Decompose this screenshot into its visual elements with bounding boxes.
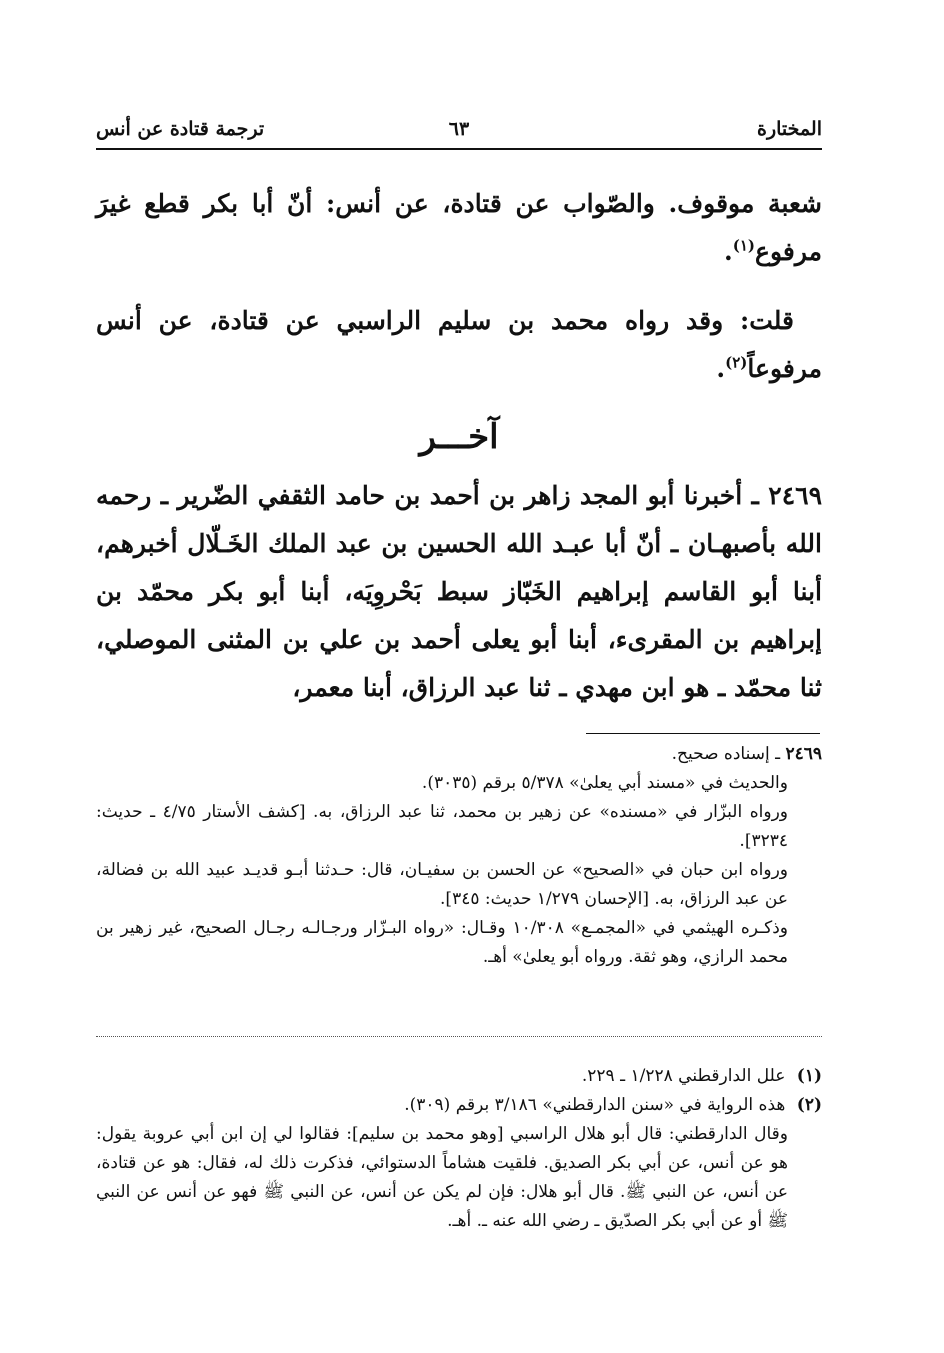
paragraph-2-text: قلت: وقد رواه محمد بن سليم الراسبي عن قتادة، عن أنس مرفوعاً: [96, 306, 822, 383]
footnote-ref-2[interactable]: (٢): [725, 353, 748, 372]
entry-note-line: ورواه البزّار في «مسنده» عن زهير بن محمد، ثنا عبد الرزاق، به. [كشف الأستار ٤/٧٥ ـ حديث: ٣٢٣٤].: [96, 802, 788, 851]
footnote-2-continued: وقال الدارقطني: قال أبو هلال الراسبي [وهو محمد بن سليم]: فقالوا لي إن ابن أبي عروبة يقول: هو عن أنس، عن أبي بكر الصديق. فلقيت هشاماً الدستوائي، فذكرت ذلك له، فقال: هو عن قتادة، عن أنس، عن النبي ﷺ. قال أبو هلال: فإن لم يكن عن أنس، عن النبي ﷺ فهو عن أنس عن النبي ﷺ أو عن أبي بكر الصدّيق ـ رضي الله عنه ـ. أهـ.: [96, 1124, 788, 1231]
footnote-1: [96, 1062, 822, 1091]
entry-note-line: وذكـره الهيثمي في «المجمـع» ١٠/٣٠٨ وقـال: «رواه البـزّار ورجـالـه رجـال الصحيح، غير زهير بن محمد الرازي، وهو ثقة. ورواه أبو يعلىٰ» أهـ.: [96, 918, 788, 967]
footnote-number: (١): [796, 1066, 822, 1086]
entry-note-line: [96, 740, 822, 769]
notes-separator: [586, 733, 820, 734]
entry-number: ٢٤٦٩: [768, 481, 822, 510]
entry-note-line: والحديث في «مسند أبي يعلىٰ» ٥/٣٧٨ برقم (٣٠٣٥).: [421, 773, 788, 793]
paragraph-1-text: شعبة موقوف. والصّواب عن قتادة، عن أنس: أنّ أبا بكر قطع غيرَ مرفوع: [96, 189, 822, 266]
section-heading: آخـــر: [419, 417, 499, 457]
paragraph-2: [96, 297, 822, 393]
footnotes-separator: [96, 1036, 822, 1037]
entry-text: ـ أخبرنا أبو المجد زاهر بن أحمد بن حامد الثقفي الضّرير ـ رحمه الله بأصبهـان ـ أنّ أبا عبـد الله الحسين بن عبد الملك الخَـلّال أخبرهم، أبنا أبو القاسم إبراهيم الخَبّاز سبط بَحْروِيَه، أبنا أبو بكر محمّد بن إبراهيم بن المقرىء، أبنا أبو يعلى أحمد بن علي بن المثنى الموصلي، ثنا محمّد ـ هو ابن مهدي ـ ثنا عبد الرزاق، أبنا معمر،: [96, 481, 822, 702]
entry-note-number: ٢٤٦٩: [785, 744, 822, 764]
entry-note-line: ورواه ابن حبان في «الصحيح» عن الحسن بن سفيـان، قال: حـدثنا أبـو قديـد عبيد الله بن فضالة، عن عبد الرزاق، به. [الإحسان ١/٢٧٩ حديث: ٣٤٥].: [96, 860, 788, 909]
entry-notes: [96, 740, 822, 972]
chapter-title: ترجمة قتادة عن أنس: [96, 118, 265, 140]
footnote-text: هذه الرواية في «سنن الدارقطني» ٣/١٨٦ برقم (٣٠٩).: [404, 1095, 791, 1115]
footnote-2: [96, 1091, 822, 1120]
book-title: المختارة: [757, 118, 822, 140]
header-rule: [96, 148, 822, 150]
paragraph-1-end: .: [724, 237, 733, 266]
footnote-ref-1[interactable]: (١): [732, 236, 756, 255]
page-number: ٦٣: [448, 118, 470, 140]
footnotes: [96, 1062, 822, 1236]
running-header: [96, 116, 822, 146]
paragraph-2-end: .: [716, 354, 726, 383]
hadith-entry: [96, 472, 822, 712]
entry-note-text: ـ إسناده صحيح.: [671, 744, 786, 764]
footnote-number: (٢): [796, 1095, 822, 1115]
paragraph-1: [96, 180, 822, 276]
footnote-text: علل الدارقطني ١/٢٢٨ ـ ٢٢٩.: [581, 1066, 791, 1086]
